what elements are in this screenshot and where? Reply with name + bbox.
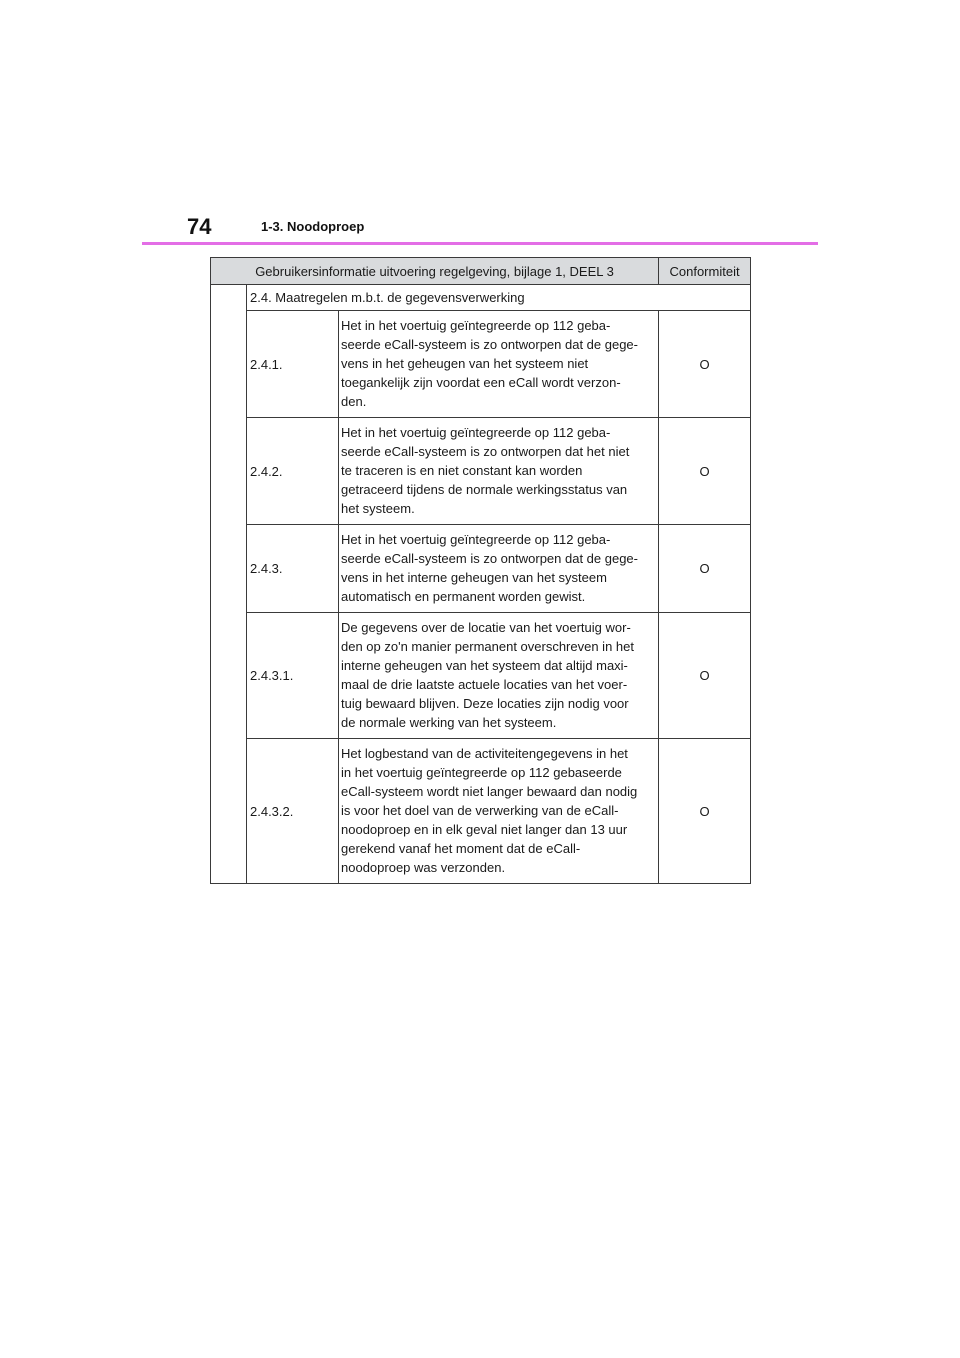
clause-description: [339, 613, 659, 739]
description-line: Het in het voertuig geïntegreerde op 112 geba-: [341, 425, 611, 440]
header-divider: [142, 242, 818, 245]
conformity-mark: O: [659, 613, 751, 739]
description-line: eCall-systeem wordt niet langer bewaard dan nodig: [341, 784, 638, 799]
table-row: [211, 311, 751, 418]
description-line: getraceerd tijdens de normale werkingsstatus van: [341, 482, 628, 497]
description-line: automatisch en permanent worden gewist.: [341, 589, 586, 604]
description-line: noodoproep was verzonden.: [341, 860, 506, 875]
table-row: [211, 418, 751, 525]
page-number: 74: [187, 214, 212, 239]
indent-cell: [211, 285, 247, 884]
table-header-row: [211, 258, 751, 285]
description-line: vens in het geheugen van het systeem niet: [341, 356, 589, 371]
description-line: maal de drie laatste actuele locaties van het voer-: [341, 677, 628, 692]
conformity-mark: O: [659, 525, 751, 613]
description-line: de normale werking van het systeem.: [341, 715, 557, 730]
table-row: [211, 525, 751, 613]
conformity-mark: O: [659, 418, 751, 525]
description-line: het systeem.: [341, 501, 415, 516]
description-line: Het in het voertuig geïntegreerde op 112 geba-: [341, 532, 611, 547]
description-line: seerde eCall-systeem is zo ontworpen dat de gege-: [341, 337, 638, 352]
clause-number: 2.4.1.: [247, 311, 339, 418]
section-title: 1-3. Noodoproep: [261, 219, 365, 234]
table-row: [211, 613, 751, 739]
regulation-table: [210, 257, 751, 884]
clause-number: 2.4.3.: [247, 525, 339, 613]
clause-description: [339, 418, 659, 525]
column-header-conformity: Conformiteit: [659, 258, 751, 285]
clause-number: 2.4.3.2.: [247, 739, 339, 884]
clause-number: 2.4.3.1.: [247, 613, 339, 739]
description-line: De gegevens over de locatie van het voertuig wor-: [341, 620, 631, 635]
description-line: den.: [341, 394, 367, 409]
clause-number: 2.4.2.: [247, 418, 339, 525]
conformity-mark: O: [659, 311, 751, 418]
conformity-mark: O: [659, 739, 751, 884]
description-line: seerde eCall-systeem is zo ontworpen dat het niet: [341, 444, 630, 459]
description-line: toegankelijk zijn voordat een eCall wordt verzon-: [341, 375, 621, 390]
description-line: noodoproep en in elk geval niet langer dan 13 uur: [341, 822, 628, 837]
description-line: interne geheugen van het systeem dat altijd maxi-: [341, 658, 628, 673]
table-row: [211, 739, 751, 884]
description-line: den op zo'n manier permanent overschreven in het: [341, 639, 634, 654]
subsection-title: 2.4. Maatregelen m.b.t. de gegevensverwerking: [247, 285, 751, 311]
description-line: is voor het doel van de verwerking van de eCall-: [341, 803, 619, 818]
description-line: gerekend vanaf het moment dat de eCall-: [341, 841, 581, 856]
description-line: vens in het interne geheugen van het systeem: [341, 570, 607, 585]
clause-description: [339, 739, 659, 884]
description-line: Het logbestand van de activiteitengegevens in het: [341, 746, 628, 761]
subsection-row: [211, 285, 751, 311]
description-line: te traceren is en niet constant kan worden: [341, 463, 583, 478]
description-line: in het voertuig geïntegreerde op 112 gebaseerde: [341, 765, 622, 780]
description-line: Het in het voertuig geïntegreerde op 112 geba-: [341, 318, 611, 333]
clause-description: [339, 525, 659, 613]
column-header-information: Gebruikersinformatie uitvoering regelgeving, bijlage 1, DEEL 3: [211, 258, 659, 285]
clause-description: [339, 311, 659, 418]
description-line: seerde eCall-systeem is zo ontworpen dat de gege-: [341, 551, 638, 566]
description-line: tuig bewaard blijven. Deze locaties zijn nodig voor: [341, 696, 629, 711]
